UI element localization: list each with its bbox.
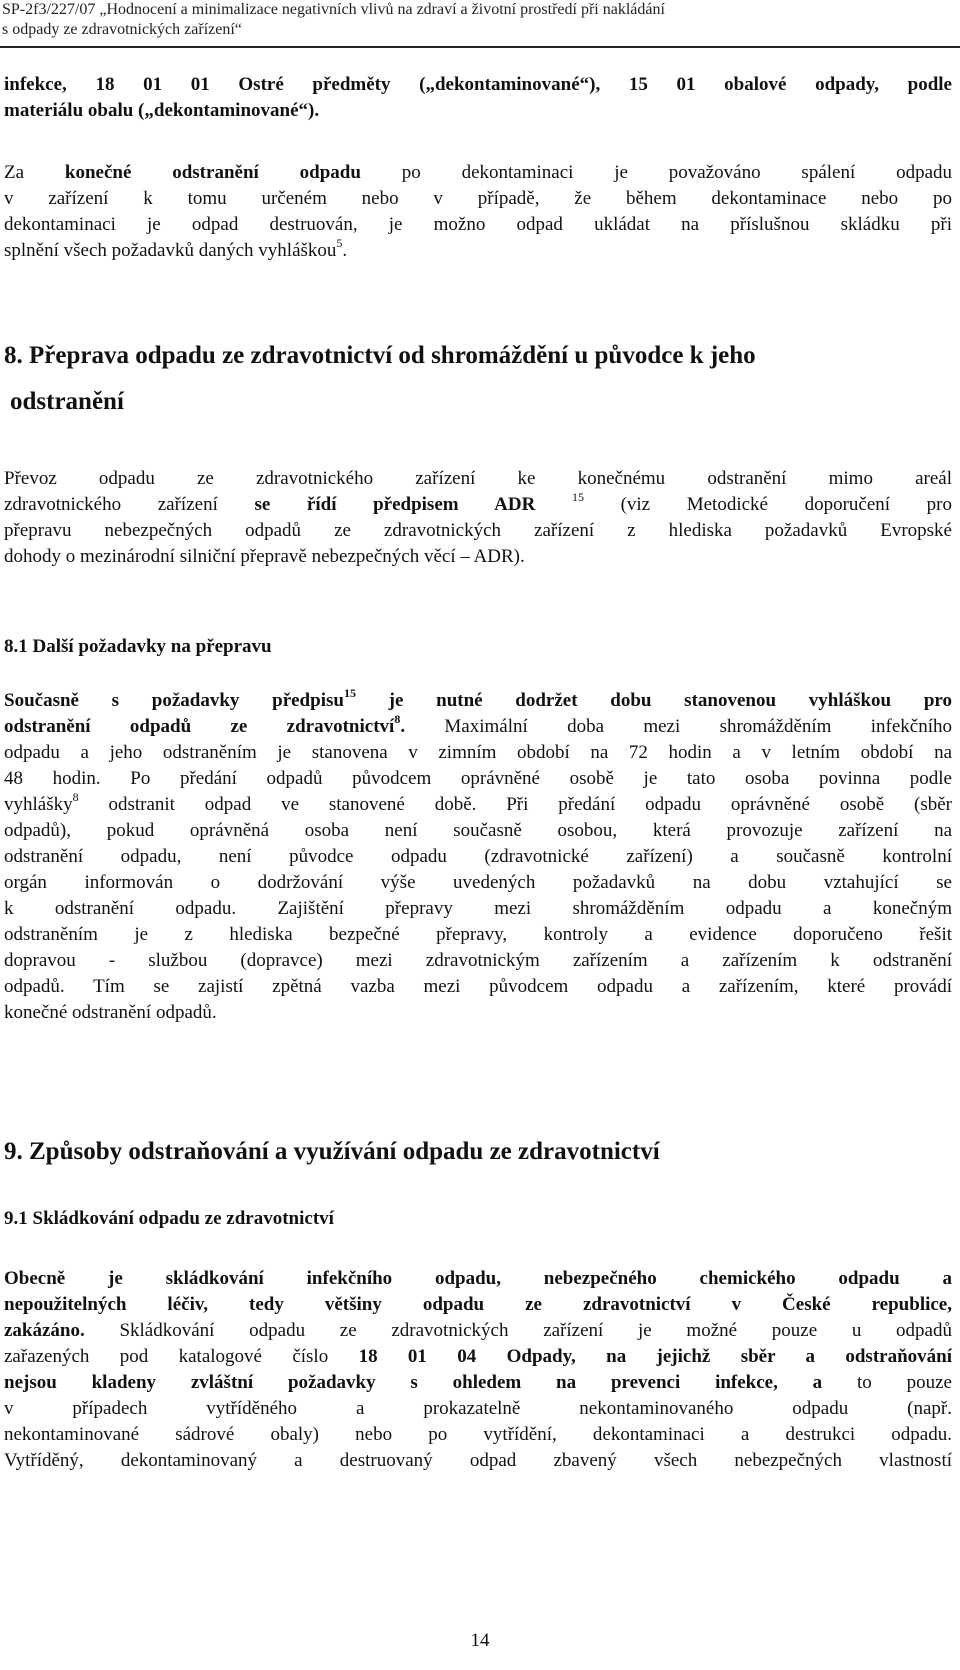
- para1-line-2: v zařízení k tomu určeném nebo v případě, že během dekontaminace nebo po: [4, 188, 952, 209]
- para4-line-2: nepoužitelných léčiv, tedy většiny odpadu ze zdravotnictví v České republice,: [4, 1294, 952, 1315]
- section-8-heading: [4, 340, 952, 418]
- para1-line-1: Za konečné odstranění odpadu po dekontaminaci je považováno spálení odpadu: [4, 162, 953, 183]
- para2-line-4: dohody o mezinárodní silniční přepravě nebezpečných věcí – ADR).: [4, 546, 525, 567]
- paragraph-final-disposal: [4, 160, 952, 264]
- intro-line-1: infekce, 18 01 01 Ostré předměty („dekontaminované“), 15 01 obalové odpady, podle: [4, 74, 952, 95]
- para4-line-3: zakázáno. Skládkování odpadu ze zdravotnických zařízení je možné pouze u odpadů: [4, 1320, 952, 1341]
- para3-line-8: orgán informován o dodržování výše uvedených požadavků na dobu vztahující se: [4, 872, 952, 893]
- para3-line-9: k odstranění odpadu. Zajištění přepravy mezi shromážděním odpadu a konečným: [4, 898, 952, 919]
- para1-line-4: splnění všech požadavků daných vyhláškou$^5$.: [4, 235, 348, 261]
- para2-line-3: přepravu nebezpečných odpadů ze zdravotnických zařízení z hlediska požadavků Evropské: [4, 520, 952, 541]
- para1-line-3: dekontaminaci je odpad destruován, je možno odpad ukládat na příslušnou skládku při: [4, 214, 952, 235]
- footnote-ref: 15: [571, 489, 584, 504]
- page-number: 14: [470, 1630, 490, 1651]
- para3-line-10: odstraněním je z hlediska bezpečné přepravy, kontroly a evidence doporučeno řešit: [4, 924, 952, 945]
- paragraph-transport-requirements: [4, 685, 953, 1026]
- paragraph-transport-adr: [4, 466, 952, 570]
- section-9-1-heading: 9.1 Skládkování odpadu ze zdravotnictví: [4, 1208, 334, 1229]
- para4-line-7: nekontaminované sádrové obaly) nebo po vytřídění, dekontaminaci a destrukci odpadu.: [4, 1424, 952, 1445]
- para2-line-2: zdravotnického zařízení se řídí předpisem ADR $^{15}$ (viz Metodické doporučení pro: [4, 489, 953, 515]
- para3-line-12: odpadů. Tím se zajistí zpětná vazba mezi původcem odpadu a zařízením, které provádí: [4, 976, 952, 997]
- header-line-2: s odpady ze zdravotnických zařízení“: [2, 21, 242, 38]
- section-8-title-line-2: odstranění: [10, 388, 124, 415]
- para4-line-5: nejsou kladeny zvláštní požadavky s ohledem na prevenci infekce, a to pouze: [4, 1372, 952, 1393]
- footnote-ref: 8: [394, 711, 401, 726]
- para3-line-11: dopravou - službou (dopravce) mezi zdravotnickým zařízením a zařízením k odstranění: [4, 950, 952, 971]
- section-8-1-heading: 8.1 Další požadavky na přepravu: [4, 636, 272, 657]
- intro-line-2: materiálu obalu („dekontaminované“).: [4, 100, 320, 121]
- running-header: [2, 0, 952, 40]
- intro-paragraph: [4, 72, 952, 124]
- footnote-ref: 5: [336, 235, 343, 250]
- para3-line-5: vyhlášky$^8$ odstranit odpad ve stanovené době. Při předání odpadu oprávněné osobě (sběr: [4, 789, 952, 815]
- para4-line-1: Obecně je skládkování infekčního odpadu, nebezpečného chemického odpadu a: [4, 1268, 952, 1289]
- para3-line-7: odstranění odpadu, není původce odpadu (zdravotnické zařízení) a současně kontrolní: [4, 846, 952, 867]
- para4-line-8: Vytříděný, dekontaminovaný a destruovaný odpad zbavený všech nebezpečných vlastností: [4, 1450, 952, 1471]
- section-8-title-line-1: 8. Přeprava odpadu ze zdravotnictví od shromáždění u původce k jeho: [4, 342, 756, 369]
- para2-line-1: Převoz odpadu ze zdravotnického zařízení ke konečnému odstranění mimo areál: [4, 468, 952, 489]
- paragraph-landfilling: [4, 1266, 952, 1474]
- para3-line-4: 48 hodin. Po předání odpadů původcem oprávněné osobě je tato osoba povinna podle: [4, 768, 952, 789]
- header-line-1: SP-2f3/227/07 „Hodnocení a minimalizace negativních vlivů na zdraví a životní prostředí při nakládání: [2, 1, 665, 18]
- para3-line-1: Současně s požadavky předpisu$^{15}$ je nutné dodržet dobu stanovenou vyhláškou pro: [4, 685, 952, 711]
- para3-line-3: odpadu a jeho odstraněním je stanovena v zimním období na 72 hodin a v letním období na: [4, 742, 952, 763]
- para3-line-2: odstranění odpadů ze zdravotnictví$^8$. Maximální doba mezi shromážděním infekčního: [4, 711, 953, 737]
- footnote-ref: 8: [72, 789, 79, 804]
- section-9-heading: 9. Způsoby odstraňování a využívání odpadu ze zdravotnictví: [4, 1138, 660, 1165]
- para3-line-13: konečné odstranění odpadů.: [4, 1002, 217, 1023]
- header-divider: [0, 46, 960, 48]
- para4-line-6: v případech vytříděného a prokazatelně nekontaminovaného odpadu (např.: [4, 1398, 952, 1419]
- para4-line-4: zařazených pod katalogové číslo 18 01 04 Odpady, na jejichž sběr a odstraňování: [4, 1346, 952, 1367]
- footnote-ref: 15: [343, 685, 356, 700]
- para3-line-6: odpadů), pokud oprávněná osoba není současně osobou, která provozuje zařízení na: [4, 820, 952, 841]
